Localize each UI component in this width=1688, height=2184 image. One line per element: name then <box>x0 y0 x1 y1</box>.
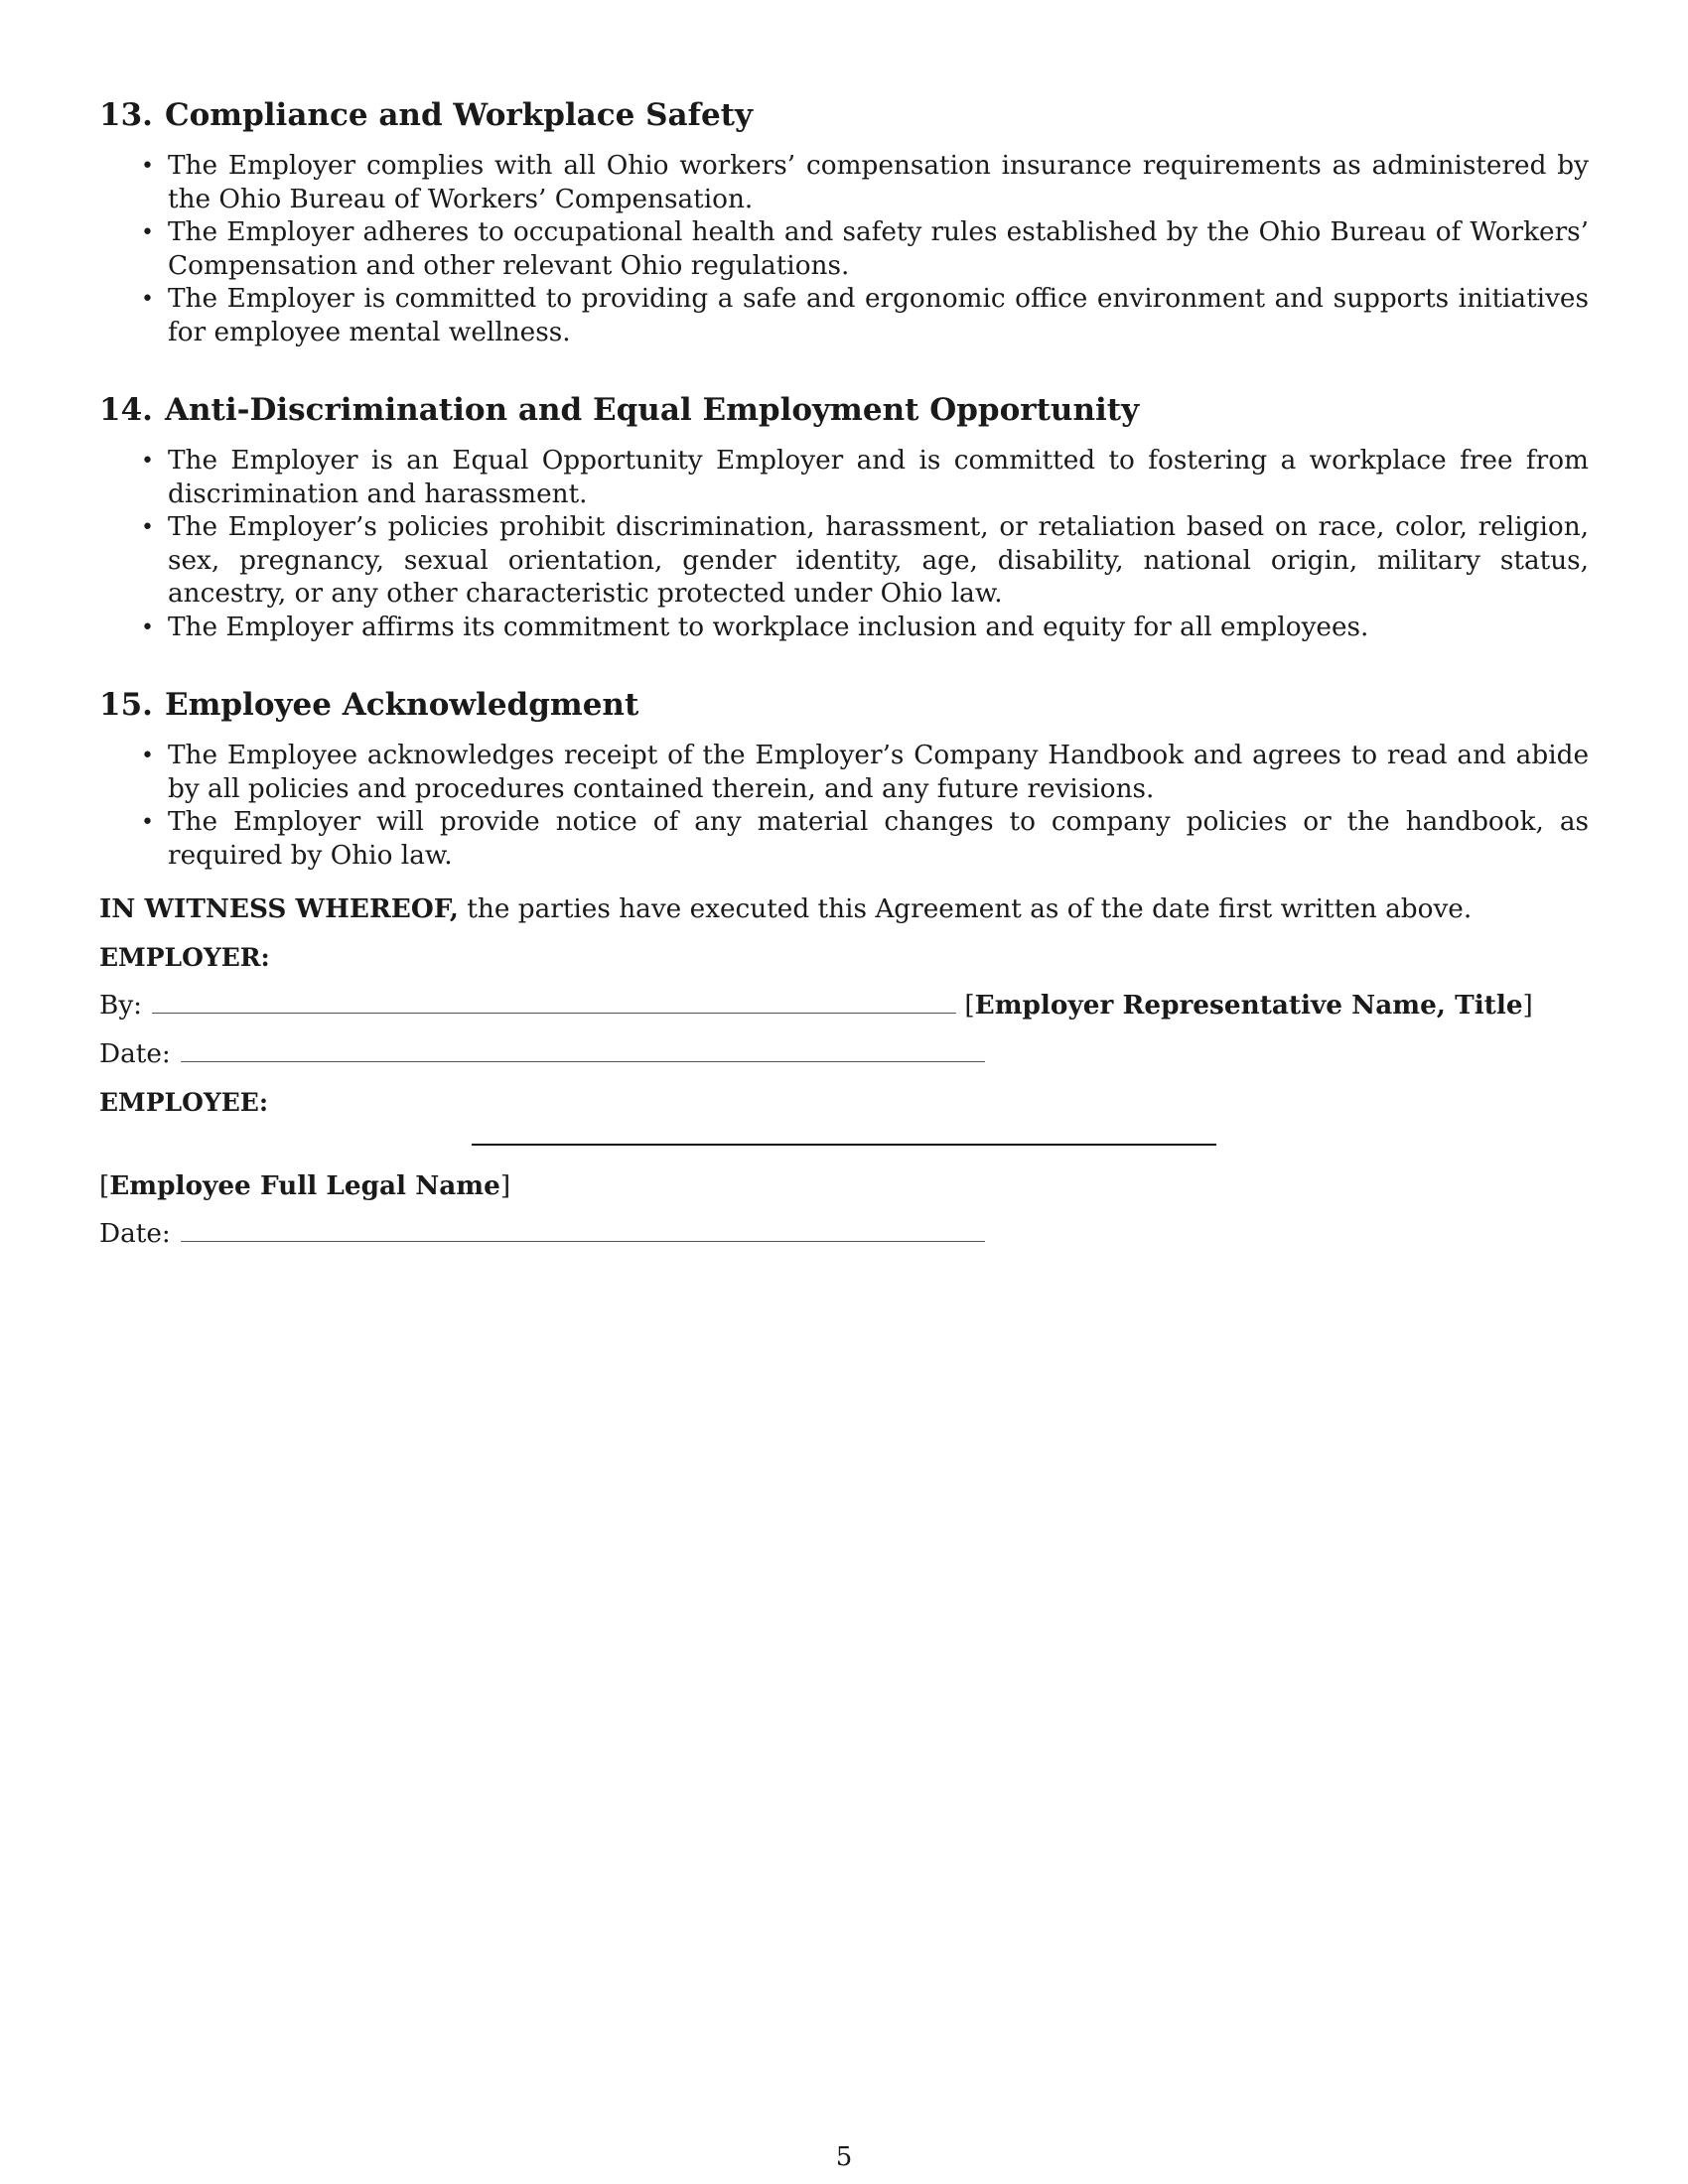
section-heading <box>99 684 1589 726</box>
bullet-icon: • <box>141 154 154 179</box>
bullet-icon: • <box>141 515 154 540</box>
list-item-text: The Employer complies with all Ohio workers’ compensation insurance requirements as administered by the Ohio Bureau of Workers’ Compensation. <box>168 151 1589 214</box>
employee-label: EMPLOYEE: <box>99 1088 269 1117</box>
bullet-icon: • <box>141 449 154 474</box>
page-number: 5 <box>835 2142 853 2172</box>
list-item <box>99 445 1589 511</box>
list-item <box>99 283 1589 349</box>
section-13 <box>99 94 1589 349</box>
bullet-list <box>99 740 1589 873</box>
section-heading <box>99 94 1589 136</box>
bullet-icon: • <box>141 810 154 835</box>
list-item <box>99 216 1589 283</box>
document-page <box>99 94 1589 1266</box>
witness-lead: IN WITNESS WHEREOF, <box>99 893 459 924</box>
section-title: Employee Acknowledgment <box>164 687 639 723</box>
date-label: Date: <box>99 1219 171 1249</box>
list-item-text: The Employer is an Equal Opportunity Employer and is committed to fostering a workplace free from discrimination and harassment. <box>168 446 1589 509</box>
bullet-icon: • <box>141 744 154 768</box>
section-heading <box>99 389 1589 431</box>
list-item <box>99 740 1589 806</box>
employer-rep-placeholder <box>964 991 1532 1021</box>
list-item-text: The Employer affirms its commitment to workplace inclusion and equity for all employees. <box>168 612 1369 642</box>
bullet-icon: • <box>141 220 154 245</box>
employee-signature-field[interactable] <box>472 1144 1216 1146</box>
list-item-text: The Employee acknowledges receipt of the Employer’s Company Handbook and agrees to read and abide by all policies and procedures contained therein, and any future revisions. <box>168 741 1589 804</box>
bracket-open: [ <box>99 1171 110 1201</box>
section-15 <box>99 684 1589 873</box>
employer-date-field[interactable] <box>181 1037 985 1062</box>
date-label: Date: <box>99 1039 171 1069</box>
section-title: Compliance and Workplace Safety <box>164 97 753 133</box>
employee-date-field[interactable] <box>181 1217 985 1242</box>
employee-name-placeholder <box>99 1169 1589 1203</box>
section-title: Anti-Discrimination and Equal Employment Opportunity <box>164 392 1140 428</box>
list-item <box>99 612 1589 645</box>
list-item <box>99 511 1589 612</box>
bullet-icon: • <box>141 287 154 312</box>
employee-name: Employee Full Legal Name <box>109 1170 500 1201</box>
employer-date-row <box>99 1037 1589 1071</box>
employee-date-row <box>99 1217 1589 1251</box>
witness-text: the parties have executed this Agreement as of the date first written above. <box>458 894 1473 924</box>
list-item-text: The Employer will provide notice of any material changes to company policies or the handbook, as required by Ohio law. <box>168 807 1589 871</box>
employer-rep-name: Employer Representative Name, Title <box>974 990 1523 1021</box>
bullet-list <box>99 445 1589 644</box>
employer-label: EMPLOYER: <box>99 943 270 972</box>
list-item-text: The Employer adheres to occupational health and safety rules established by the Ohio Bureau of Workers’ Compensation and other relevant Ohio regulations. <box>168 217 1589 281</box>
bracket-open: [ <box>964 991 975 1021</box>
section-number: 14. <box>99 392 153 428</box>
employer-signature-field[interactable] <box>152 989 956 1014</box>
witness-clause <box>99 892 1589 926</box>
bullet-icon: • <box>141 614 154 640</box>
section-14 <box>99 389 1589 644</box>
bullet-list <box>99 150 1589 349</box>
bracket-close: ] <box>1522 991 1533 1021</box>
section-number: 13. <box>99 97 153 133</box>
by-label: By: <box>99 991 143 1021</box>
bracket-close: ] <box>499 1171 511 1201</box>
list-item-text: The Employer’s policies prohibit discrimination, harassment, or retaliation based on race, color, religion, sex, pregnancy, sexual orientation, gender identity, age, disability, national origin, military status, ancestry, or any other characteristic protected under Ohio law. <box>168 512 1589 609</box>
list-item <box>99 806 1589 873</box>
employer-signature-row <box>99 989 1589 1023</box>
section-number: 15. <box>99 687 153 723</box>
list-item-text: The Employer is committed to providing a safe and ergonomic office environment and supports initiatives for employee mental wellness. <box>168 284 1589 347</box>
list-item <box>99 150 1589 216</box>
